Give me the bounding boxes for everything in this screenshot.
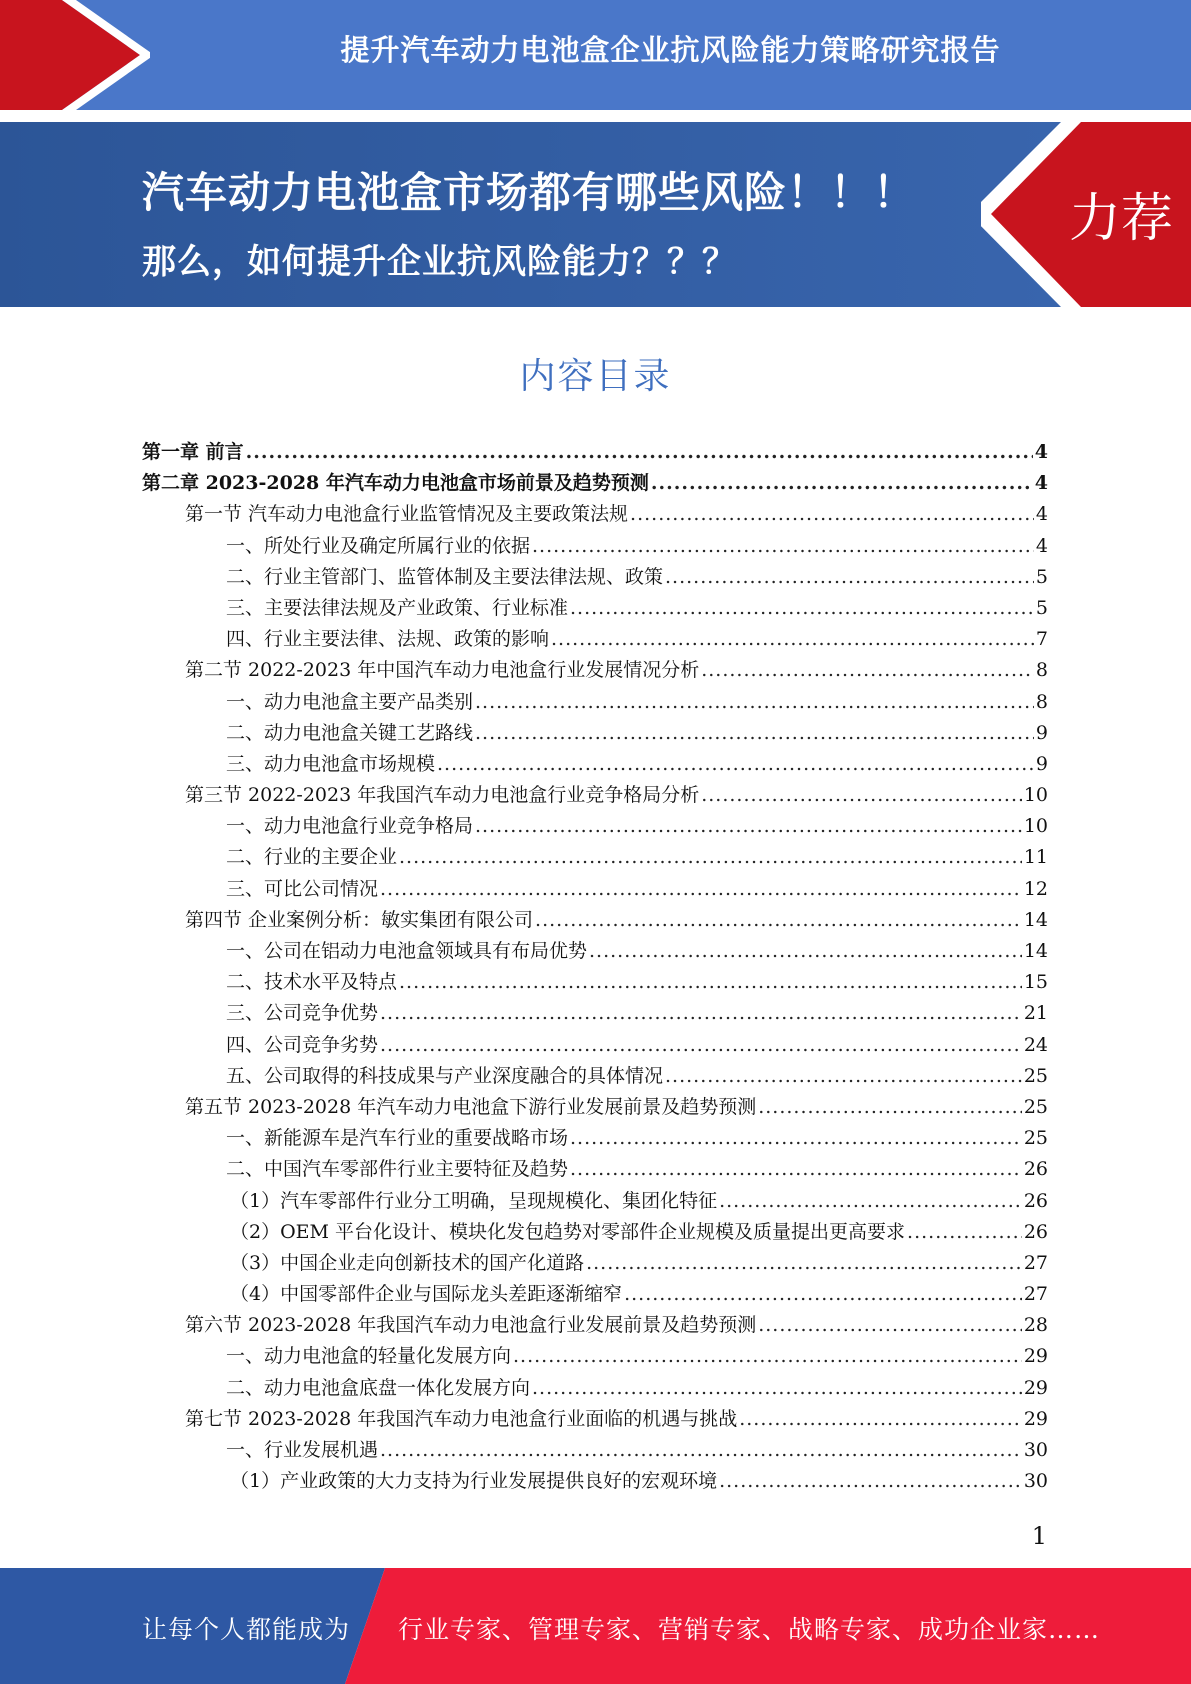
toc-dot-leader: [532, 1377, 1022, 1399]
toc-dot-leader: [475, 691, 1034, 713]
toc-entry-title: 第七节 2023-2028 年我国汽车动力电池盒行业面临的机遇与挑战: [185, 1407, 738, 1430]
toc-list: [142, 437, 1048, 1497]
toc-dot-leader: [399, 846, 1022, 868]
toc-entry-page: 28: [1023, 1314, 1048, 1337]
toc-entry-page: 15: [1023, 971, 1048, 994]
toc-entry[interactable]: [142, 1310, 1048, 1341]
toc-entry-title: 四、公司竞争劣势: [226, 1033, 379, 1056]
toc-entry-page: 27: [1023, 1283, 1048, 1306]
toc-dot-leader: [624, 1283, 1022, 1305]
toc-entry-title: 二、中国汽车零部件行业主要特征及趋势: [226, 1158, 569, 1181]
toc-entry-title: （4）中国零部件企业与国际龙头差距逐渐缩窄: [230, 1283, 623, 1306]
toc-dot-leader: [758, 1096, 1022, 1118]
toc-entry-title: 三、公司竞争优势: [226, 1002, 379, 1025]
toc-entry-title: 一、行业发展机遇: [226, 1439, 379, 1461]
toc-entry-title: 第二章 2023-2028 年汽车动力电池盒市场前景及趋势预测: [142, 472, 649, 495]
toc-entry[interactable]: [142, 593, 1048, 624]
toc-entry[interactable]: [142, 1404, 1048, 1435]
toc-entry-title: （1）产业政策的大力支持为行业发展提供良好的宏观环境: [230, 1470, 718, 1493]
toc-entry-page: 9: [1035, 721, 1048, 744]
footer-slogan-right: 行业专家、管理专家、营销专家、战略专家、成功企业家……: [398, 1615, 1101, 1644]
toc-entry[interactable]: [142, 1248, 1048, 1279]
toc-entry[interactable]: [142, 562, 1048, 593]
toc-dot-leader: [246, 441, 1033, 463]
toc-entry-page: 24: [1023, 1033, 1048, 1056]
toc-entry-title: 第六节 2023-2028 年我国汽车动力电池盒行业发展前景及趋势预测: [185, 1314, 757, 1337]
footer-slogan-left: 让每个人都能成为: [142, 1615, 351, 1644]
toc-entry[interactable]: [142, 1466, 1048, 1497]
toc-dot-leader: [437, 753, 1034, 775]
toc-entry[interactable]: [142, 1123, 1048, 1154]
footer-banner: [0, 1568, 1191, 1684]
toc-entry[interactable]: [142, 811, 1048, 842]
toc-entry-title: 一、动力电池盒行业竞争格局: [226, 815, 474, 838]
toc-entry-title: 三、主要法律法规及产业政策、行业标准: [226, 596, 569, 619]
hero-banner: [0, 122, 1191, 307]
toc-entry[interactable]: [142, 468, 1048, 499]
toc-dot-leader: [907, 1221, 1022, 1243]
toc-dot-leader: [475, 722, 1034, 744]
toc-entry-title: （3）中国企业走向创新技术的国产化道路: [230, 1251, 585, 1274]
toc-dot-leader: [586, 1252, 1022, 1274]
page-number: 1: [1031, 1522, 1047, 1550]
toc-dot-leader: [380, 1002, 1022, 1024]
top-banner: [0, 0, 1191, 110]
toc-entry[interactable]: [142, 437, 1048, 468]
toc-entry-title: 三、可比公司情况: [226, 877, 379, 900]
toc-entry-page: 5: [1035, 596, 1048, 619]
toc-entry-page: 25: [1023, 1127, 1048, 1150]
toc-entry-title: 第五节 2023-2028 年汽车动力电池盒下游行业发展前景及趋势预测: [185, 1095, 757, 1118]
toc-entry[interactable]: [142, 842, 1048, 873]
toc-dot-leader: [665, 566, 1034, 588]
toc-entry[interactable]: [142, 905, 1048, 936]
toc-entry-page: 25: [1023, 1095, 1048, 1118]
toc-entry[interactable]: [142, 780, 1048, 811]
toc-entry-page: 12: [1023, 877, 1048, 900]
toc-entry-page: 9: [1035, 752, 1048, 775]
toc-entry-title: 五、公司取得的科技成果与产业深度融合的具体情况: [226, 1064, 664, 1087]
toc-dot-leader: [570, 1127, 1022, 1149]
toc-entry-title: 三、动力电池盒市场规模: [226, 752, 436, 775]
toc-dot-leader: [570, 1158, 1022, 1180]
toc-dot-leader: [513, 1345, 1022, 1367]
toc-dot-leader: [589, 940, 1022, 962]
toc-entry[interactable]: [142, 1186, 1048, 1217]
toc-entry-page: 11: [1023, 846, 1048, 869]
toc-entry[interactable]: [142, 1435, 1048, 1466]
toc-heading: 内容目录: [519, 356, 672, 397]
toc-dot-leader: [701, 784, 1022, 806]
toc-dot-leader: [719, 1470, 1022, 1492]
toc-entry[interactable]: [142, 967, 1048, 998]
toc-entry-page: 26: [1023, 1220, 1048, 1243]
toc-entry-title: 二、行业主管部门、监管体制及主要法律法规、政策: [226, 565, 664, 588]
toc-entry-page: 14: [1023, 940, 1048, 962]
toc-entry-page: 26: [1023, 1158, 1048, 1181]
toc-entry-title: 一、所处行业及确定所属行业的依据: [226, 534, 531, 557]
toc-entry-title: 第四节 企业案例分析：敏实集团有限公司: [185, 908, 534, 931]
toc-entry-title: 二、行业的主要企业: [226, 846, 398, 869]
toc-entry-title: 一、新能源车是汽车行业的重要战略市场: [226, 1127, 569, 1150]
toc-entry-title: （2）OEM 平台化设计、模块化发包趋势对零部件企业规模及质量提出更高要求: [230, 1220, 906, 1243]
toc-entry-page: 5: [1035, 565, 1048, 588]
toc-dot-leader: [570, 597, 1034, 619]
toc-entry-page: 4: [1035, 503, 1048, 526]
toc-entry-page: 4: [1034, 441, 1048, 463]
toc-dot-leader: [380, 878, 1022, 900]
hero-headline: 汽车动力电池盒市场都有哪些风险！！！: [142, 168, 917, 217]
toc-entry[interactable]: [142, 1061, 1048, 1092]
toc-dot-leader: [665, 1065, 1022, 1087]
toc-entry[interactable]: [142, 1341, 1048, 1372]
toc-entry[interactable]: [142, 718, 1048, 749]
toc-entry[interactable]: [142, 1217, 1048, 1248]
toc-dot-leader: [532, 535, 1034, 557]
toc-dot-leader: [739, 1408, 1022, 1430]
toc-entry-title: 一、公司在铝动力电池盒领域具有布局优势: [226, 940, 588, 962]
toc-entry-page: 14: [1023, 908, 1048, 931]
toc-dot-leader: [380, 1034, 1022, 1056]
toc-entry[interactable]: [142, 936, 1048, 967]
toc-entry[interactable]: [142, 1154, 1048, 1185]
red-chevron-decoration: [0, 0, 150, 110]
toc-entry-title: 一、动力电池盒主要产品类别: [226, 690, 474, 713]
toc-entry-page: 29: [1023, 1345, 1048, 1368]
toc-entry[interactable]: [142, 998, 1048, 1029]
toc-entry-page: 30: [1023, 1470, 1048, 1493]
toc-dot-leader: [651, 472, 1033, 494]
toc-entry[interactable]: [142, 499, 1048, 530]
toc-dot-leader: [475, 815, 1022, 837]
toc-entry-page: 30: [1023, 1439, 1048, 1461]
toc-dot-leader: [758, 1314, 1022, 1336]
toc-entry[interactable]: [142, 655, 1048, 686]
toc-entry-page: 10: [1023, 784, 1048, 807]
toc-entry-title: 第一章 前言: [142, 441, 244, 463]
toc-entry-page: 8: [1035, 659, 1048, 682]
toc-dot-leader: [551, 628, 1034, 650]
toc-dot-leader: [701, 659, 1034, 681]
toc-dot-leader: [380, 1439, 1022, 1461]
toc-entry-page: 27: [1023, 1251, 1048, 1274]
toc-entry-page: 10: [1023, 815, 1048, 838]
hero-subheadline: 那么，如何提升企业抗风险能力？？？: [142, 242, 737, 282]
toc-dot-leader: [719, 1190, 1022, 1212]
toc-entry-page: 29: [1023, 1376, 1048, 1399]
toc-entry-title: 一、动力电池盒的轻量化发展方向: [226, 1345, 512, 1368]
toc-entry[interactable]: [142, 1030, 1048, 1061]
toc-entry-page: 7: [1035, 628, 1048, 651]
toc-entry-title: 第一节 汽车动力电池盒行业监管情况及主要政策法规: [185, 503, 629, 526]
toc-entry-title: 第三节 2022-2023 年我国汽车动力电池盒行业竞争格局分析: [185, 784, 700, 807]
toc-entry-page: 8: [1035, 690, 1048, 713]
toc-entry-page: 21: [1023, 1002, 1048, 1025]
toc-entry-page: 4: [1034, 472, 1048, 495]
toc-dot-leader: [399, 971, 1022, 993]
toc-entry[interactable]: [142, 531, 1048, 562]
toc-entry-title: 四、行业主要法律、法规、政策的影响: [226, 628, 550, 651]
toc-entry[interactable]: [142, 749, 1048, 780]
toc-entry[interactable]: [142, 874, 1048, 905]
toc-entry-page: 29: [1023, 1407, 1048, 1430]
toc-entry-title: 二、动力电池盒底盘一体化发展方向: [226, 1376, 531, 1399]
recommend-badge: 力荐: [1068, 189, 1173, 249]
toc-entry-title: 第二节 2022-2023 年中国汽车动力电池盒行业发展情况分析: [185, 659, 700, 682]
toc-dot-leader: [535, 909, 1022, 931]
toc-entry-title: 二、技术水平及特点: [226, 971, 398, 994]
toc-entry[interactable]: [142, 1373, 1048, 1404]
toc-entry-page: 25: [1023, 1064, 1048, 1087]
toc-entry[interactable]: [142, 1092, 1048, 1123]
report-title: 提升汽车动力电池盒企业抗风险能力策略研究报告: [340, 33, 1001, 67]
toc-entry-title: （1）汽车零部件行业分工明确，呈现规模化、集团化特征: [230, 1189, 718, 1212]
toc-entry[interactable]: [142, 687, 1048, 718]
toc-entry-title: 二、动力电池盒关键工艺路线: [226, 721, 474, 744]
toc-dot-leader: [630, 503, 1034, 525]
toc-entry[interactable]: [142, 624, 1048, 655]
toc-entry-page: 4: [1035, 534, 1048, 557]
toc-entry[interactable]: [142, 1279, 1048, 1310]
toc-entry-page: 26: [1023, 1189, 1048, 1212]
